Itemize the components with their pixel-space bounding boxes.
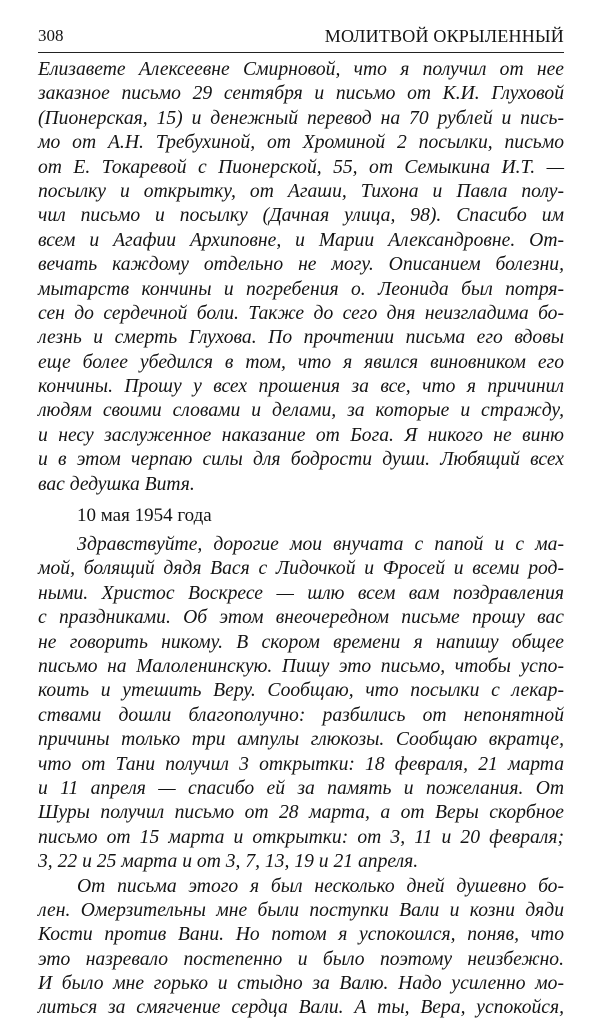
text-line: коить и утешить Веру. Сообщаю, что посылки с лекар- (38, 680, 564, 702)
text-line: и в этом черпаю силы для бодрости души. Любящий всех (38, 449, 564, 471)
text-line: не говорить никому. В скором времени я напишу общее (38, 631, 564, 653)
text-line: посылку и открытку, от Агаши, Тихона и Павла полу- (38, 180, 564, 202)
text-line: ствами дошли благополучно: разбились от непонятной (38, 704, 564, 726)
text-line: мо от А.Н. Требухиной, от Хроминой 2 посылки, письмо (38, 132, 564, 154)
text-line: письмо на Малоленинскую. Пишу это письмо, чтобы успо- (38, 655, 564, 677)
text-line: Кости против Вани. Но потом я успокоился, поняв, что (38, 924, 564, 946)
text-line: вас дедушка Витя. (38, 473, 195, 495)
text-line: людям своими словами и делами, за которые и стражду, (38, 400, 564, 422)
text-line: письмо от 15 марта и открытки: от 3, 11 и 20 февраля; (38, 826, 564, 848)
text-line: еще более убедился в том, что я явился виновником его (38, 351, 564, 373)
text-line: кончины. Прошу у всех прошения за все, что я причинил (38, 376, 564, 398)
text-line: от Е. Токаревой с Пионерской, 55, от Семыкина И.Т. — (38, 156, 564, 178)
page-body (38, 58, 564, 1021)
text-line: причины только три ампулы глюкозы. Сообщаю вкратце, (38, 729, 564, 751)
paragraph-letter-end (38, 58, 564, 497)
text-line: Здравствуйте, дорогие мои внучата с папой и с ма- (77, 534, 564, 556)
text-line: И было мне горько и стыдно за Валю. Надо усиленно мо- (38, 973, 564, 995)
paragraph-greeting (38, 533, 564, 874)
text-line: это назревало постепенно и было поэтому неизбежно. (38, 948, 564, 970)
date-heading: 10 мая 1954 года (77, 505, 212, 527)
text-line: что от Тани получил 3 открытки: 18 февраля, 21 марта (38, 753, 564, 775)
paragraph-reflection (38, 875, 564, 1021)
text-line: с праздниками. Об этом внеочередном письме прошу вас (38, 607, 564, 629)
text-line: всем и Агафии Архиповне, и Марии Александровне. От- (38, 229, 564, 251)
text-line: Шуры получил письмо от 28 марта, а от Веры скорбное (38, 802, 564, 824)
text-line: 3, 22 и 25 марта и от 3, 7, 13, 19 и 21 апреля. (38, 851, 419, 873)
text-line: чил письмо и посылку (Дачная улица, 98). Спасибо им (38, 205, 564, 227)
text-line: мой, болящий дядя Вася с Лидочкой и Фросей и всеми род- (38, 558, 564, 580)
text-line: вечать каждому отдельно не могу. Описанием болезни, (38, 254, 564, 276)
running-header (38, 22, 564, 53)
text-line: От письма этого я был несколько дней душевно бо- (77, 875, 564, 897)
text-line: и несу заслуженное наказание от Бога. Я никого не виню (38, 424, 564, 446)
text-line: заказное письмо 29 сентября и письмо от К.И. Глуховой (38, 83, 564, 105)
running-title: МОЛИТВОЙ ОКРЫЛЕННЫЙ (324, 26, 564, 46)
page-number: 308 (38, 26, 64, 45)
text-line: и 11 апреля — спасибо ей за память и пожелания. От (38, 777, 564, 799)
text-line: лен. Омерзительны мне были поступки Вали и козни дяди (38, 899, 564, 921)
text-line: Елизавете Алексеевне Смирновой, что я получил от нее (38, 59, 564, 80)
text-line: сен до сердечной боли. Также до сего дня неизгладима бо- (38, 302, 564, 324)
text-line: мытарств кончины и погребения о. Леонида был потря- (38, 278, 564, 300)
text-line: (Пионерская, 15) и денежный перевод на 70 рублей и пись- (38, 107, 564, 129)
text-line: ными. Христос Воскресе — шлю всем вам поздравления (38, 582, 564, 604)
text-line: литься за смягчение сердца Вали. А ты, Вера, успокойся, (38, 997, 564, 1019)
text-line: лезнь и смерть Глухова. По прочтении письма его вдовы (38, 327, 564, 349)
